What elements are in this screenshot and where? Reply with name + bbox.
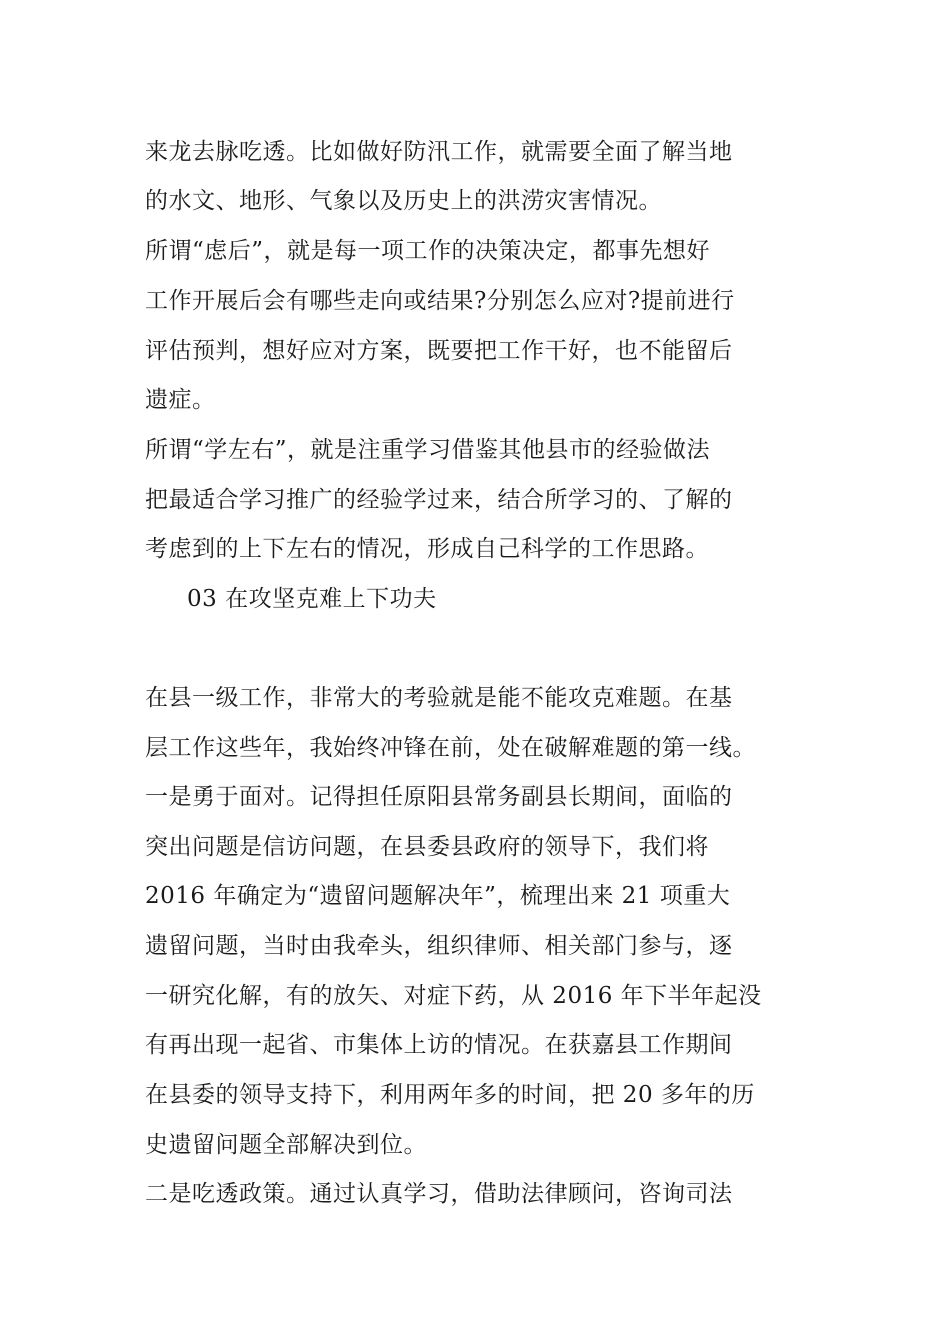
text-line: 的水文、地形、气象以及历史上的洪涝灾害情况。 xyxy=(145,188,662,214)
text-line: 在县委的领导支持下，利用两年多的时间，把 20 多年的历 xyxy=(145,1082,755,1108)
text-line: 突出问题是信访问题，在县委县政府的领导下，我们将 xyxy=(145,834,709,860)
text-line: 来龙去脉吃透。比如做好防汛工作，就需要全面了解当地 xyxy=(145,139,733,165)
text-line: 二是吃透政策。通过认真学习，借助法律顾问，咨询司法 xyxy=(145,1181,733,1207)
text-line: 有再出现一起省、市集体上访的情况。在获嘉县工作期间 xyxy=(145,1032,733,1058)
text-line: 所谓“虑后”，就是每一项工作的决策决定，都事先想好 xyxy=(145,238,711,264)
text-line: 把最适合学习推广的经验学过来，结合所学习的、了解的 xyxy=(145,487,733,513)
text-line: 遗症。 xyxy=(145,387,216,413)
text-line: 工作开展后会有哪些走向或结果?分别怎么应对?提前进行 xyxy=(145,288,735,314)
text-line: 所谓“学左右”，就是注重学习借鉴其他县市的经验做法 xyxy=(145,437,711,463)
text-line: 2016 年确定为“遗留问题解决年”，梳理出来 21 项重大 xyxy=(145,883,731,909)
text-line: 一研究化解，有的放矢、对症下药，从 2016 年下半年起没 xyxy=(145,983,762,1009)
text-line: 遗留问题，当时由我牵头，组织律师、相关部门参与，逐 xyxy=(145,933,733,959)
text-line: 层工作这些年，我始终冲锋在前，处在破解难题的第一线。 xyxy=(145,735,756,761)
text-line: 一是勇于面对。记得担任原阳县常务副县长期间，面临的 xyxy=(145,784,733,810)
text-line: 史遗留问题全部解决到位。 xyxy=(145,1132,427,1158)
text-line: 在县一级工作，非常大的考验就是能不能攻克难题。在基 xyxy=(145,685,733,711)
text-line: 考虑到的上下左右的情况，形成自己科学的工作思路。 xyxy=(145,536,709,562)
text-line: 评估预判，想好应对方案，既要把工作干好，也不能留后 xyxy=(145,338,733,364)
section-heading: 03 在攻坚克难上下功夫 xyxy=(187,586,437,612)
